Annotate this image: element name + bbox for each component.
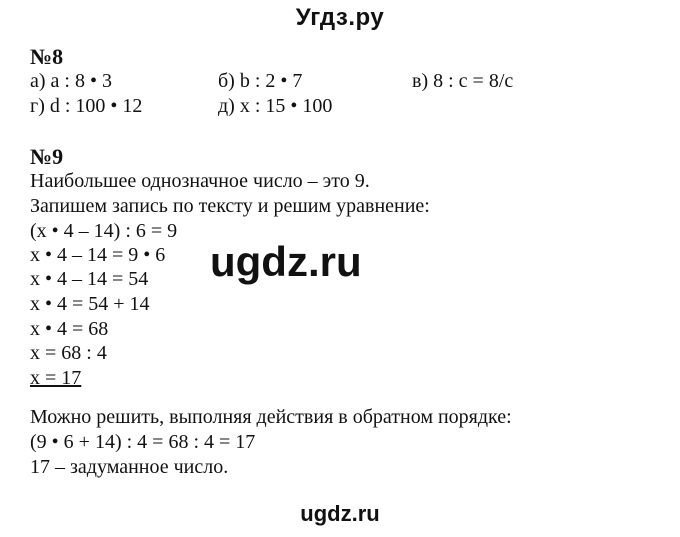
- task-9-line: x • 4 = 54 + 14: [30, 293, 150, 315]
- task-9-answer: x = 17: [30, 367, 82, 389]
- task-9-line: x • 4 – 14 = 9 • 6: [30, 244, 166, 266]
- watermark: ugdz.ru: [210, 238, 362, 285]
- task-9-line: (x • 4 – 14) : 6 = 9: [30, 220, 178, 242]
- task-9-alt-line: 17 – задуманное число.: [30, 456, 229, 478]
- task-9-title: №9: [30, 144, 64, 169]
- task-9-line: Запишем запись по тексту и решим уравнение:: [30, 195, 430, 217]
- task-8-item-b: б) b : 2 • 7: [218, 70, 303, 92]
- task-8-item-g: г) d : 100 • 12: [30, 95, 143, 117]
- task-9-alt-line: (9 • 6 + 14) : 4 = 68 : 4 = 17: [30, 431, 256, 453]
- task-8-title: №8: [30, 44, 64, 69]
- footer-site-name: ugdz.ru: [300, 501, 380, 526]
- page-title: Угдз.ру: [295, 4, 385, 31]
- task-8-item-v: в) 8 : c = 8/c: [412, 70, 514, 92]
- task-9-alt-line: Можно решить, выполняя действия в обратном порядке:: [30, 406, 512, 428]
- task-9-line: x = 68 : 4: [30, 342, 107, 364]
- task-9-line: Наибольшее однозначное число – это 9.: [30, 170, 370, 192]
- task-8-item-d: д) x : 15 • 100: [218, 95, 333, 117]
- task-8-item-a: а) a : 8 • 3: [30, 70, 112, 92]
- task-9-line: x • 4 = 68: [30, 318, 109, 340]
- task-9-line: x • 4 – 14 = 54: [30, 268, 149, 290]
